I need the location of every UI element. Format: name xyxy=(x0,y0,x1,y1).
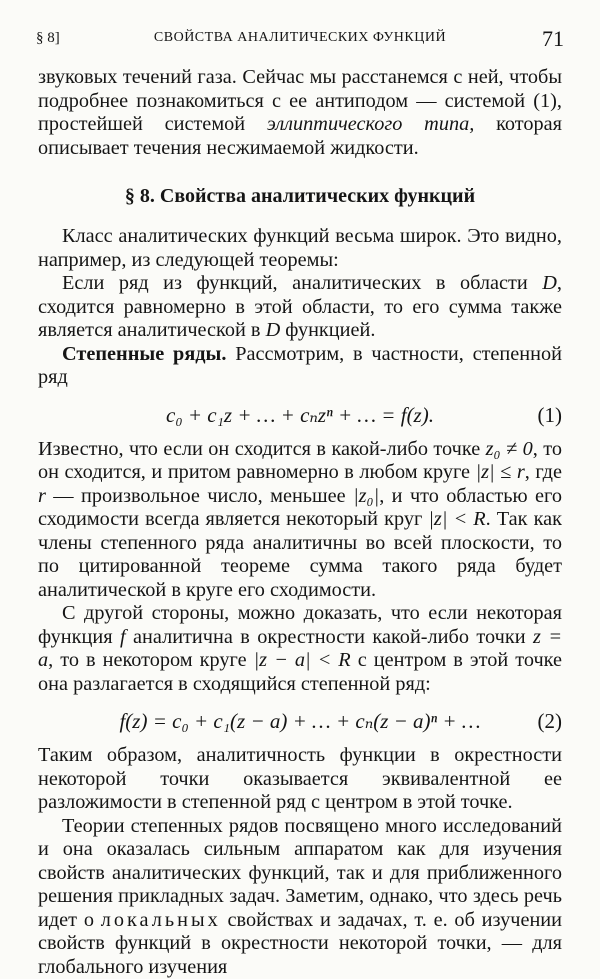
subsection-heading: Степенные ряды. xyxy=(62,343,226,365)
theorem-text: функцией. xyxy=(280,319,375,341)
theorem-text: , сходится равномерно в этой области, то его сумма также является аналитической в xyxy=(38,272,562,341)
equation-number: (2) xyxy=(538,706,563,736)
text: , где xyxy=(525,461,562,483)
paragraph-class: Класс аналитических функций весьма широк. Это видно, например, из следующей теоремы: xyxy=(38,225,562,272)
spaced-emphasis: локальных xyxy=(101,909,221,931)
math: r xyxy=(38,485,46,507)
text: свойствах и задачах, т. е. об изучении свойств функций в окрестности некоторой точки, — для глобального изучения xyxy=(38,909,562,978)
math: z = a xyxy=(38,626,562,672)
equation-number: (1) xyxy=(538,400,563,430)
text: , и что областью его сходимости всегда является некоторый круг xyxy=(38,485,562,531)
page-number: 71 xyxy=(542,26,564,52)
section-title: § 8. Свойства аналитических функций xyxy=(38,184,562,208)
math: |z₀| xyxy=(353,485,379,507)
text: аналитична в окрестности какой-либо точки xyxy=(126,626,533,648)
power-series-text: Рассмотрим, в частности, степенной ряд xyxy=(38,343,562,389)
intro-italic: эллиптического типа, xyxy=(267,113,474,135)
text: Теории степенных рядов посвящено много исследований и она оказалась сильным аппаратом как для изучения свойств аналитических функций, так и для приближенного решения прикладных задач. Заметим, однако, что здесь речь идет о xyxy=(38,815,562,931)
intro-text: звуковых течений газа. Сейчас мы расстанемся с ней, чтобы подробнее познакомиться с ее антиподом — системой (1), простейшей системой xyxy=(38,66,562,135)
equation-formula: f(z) = c₀ + c₁(z − a) + … + cₙ(z − a)ⁿ + … xyxy=(38,706,562,736)
equation-formula: c₀ + c₁z + … + cₙzⁿ + … = f(z). xyxy=(38,400,562,430)
text: Известно, что если он сходится в какой-либо точке xyxy=(38,438,486,460)
text: , то в некотором круге xyxy=(48,649,253,671)
running-title: СВОЙСТВА АНАЛИТИЧЕСКИХ ФУНКЦИЙ xyxy=(36,30,564,46)
math: f xyxy=(120,626,126,648)
equation-1 xyxy=(38,400,562,430)
math: z₀ ≠ 0 xyxy=(486,438,533,460)
paragraph-equivalence: Таким образом, аналитичность функции в окрестности некоторой точки оказывается эквивалентной ее разложимости в степенной ряд с центром в этой точке. xyxy=(38,744,562,815)
paragraph-theory xyxy=(38,815,562,979)
power-series-paragraph xyxy=(38,343,562,390)
paragraph-expansion xyxy=(38,602,562,696)
theorem-text: Если ряд из функций, аналитических в области xyxy=(62,272,542,294)
page-header xyxy=(36,26,564,56)
text: — произвольное число, меньшее xyxy=(46,485,353,507)
math: |z| ≤ r xyxy=(476,461,525,483)
text: . Так как члены степенного ряда аналитичны во всей плоскости, то по цитированной теореме сумма такого ряда будет аналитической в круге его сходимости. xyxy=(38,508,562,601)
math: |z − a| < R xyxy=(254,649,351,671)
domain-symbol: D xyxy=(542,272,557,294)
domain-symbol: D xyxy=(266,319,281,341)
page-body xyxy=(38,66,562,979)
equation-2 xyxy=(38,706,562,736)
header-section: § 8] xyxy=(36,30,60,47)
theorem-paragraph xyxy=(38,272,562,343)
intro-paragraph xyxy=(38,66,562,160)
intro-text-end: которая описывает течения несжимаемой жидкости. xyxy=(38,113,562,159)
paragraph-convergence xyxy=(38,438,562,603)
text: , то он сходится, и притом равномерно в любом круге xyxy=(38,438,562,484)
math: |z| < R xyxy=(428,508,485,530)
text: С другой стороны, можно доказать, что если некоторая функция xyxy=(38,602,562,648)
text: с центром в этой точке она разлагается в сходящийся степенной ряд: xyxy=(38,649,562,695)
